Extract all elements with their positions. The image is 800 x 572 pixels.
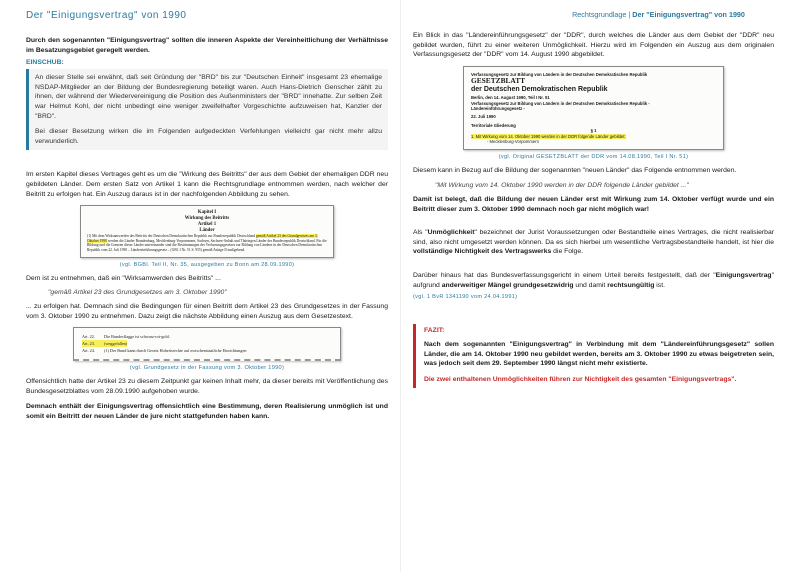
unmoeglichkeit-paragraph: Als "Unmöglichkeit" bezeichnet der Jurist Voraussetzungen oder Bestandteile eines Vertrages, die nicht realisierbar sind, also nicht umgesetzt werden können. Da es sich hierbei um wesentliche Vertragsbestandteile handelt, ist hier die vollständige Nichtigkeit des Vertragswerks die Folge. — [413, 229, 774, 256]
entnehmen-paragraph: Dem ist zu entnehmen, daß ein "Wirksamwerden des Beitritts" ... — [26, 274, 221, 282]
kapitel-paragraph: Im ersten Kapitel dieses Vertrages geht es um die "Wirkung des Beitritts" der aus dem Gebiet der ehemaligen DDR neu gebildeten Länder. Dem ersten Satz von Artikel 1 kann die Rechtsgrundlage entnommen werden, nach welcher der Beitritt zu erfolgen hat. Ein Auszug daraus ist in der nachfolgenden Abbildung zu sehen. — [26, 171, 388, 198]
doc1-highlight: gemäß Artikel 23 des Grundgesetzes am 3. Oktober 1990 — [87, 234, 318, 243]
offensichtlich-paragraph: Offensichtlich hatte der Artikel 23 zu diesem Zeitpunkt gar keinen Inhalt mehr, da dieser bereits mit Veröffentlichung des Bundesgesetzblattes vom 28.09.1990 aufgehoben wurde. — [26, 378, 388, 395]
caption-bverfg: (vgl. 1 BvR 1341190 vom 24.04.1991) — [413, 294, 518, 301]
bedingungen-paragraph: ... zu erfolgen hat. Demnach sind die Bedingungen für einen Beitritt dem Artikel 23 des Grundgesetzes in der Fassung vom 3. Oktober 1990 zu entnehmen. Dazu zeigt die nächste Abbildung einen Auszug aus dem Gesetzestext. — [26, 303, 388, 320]
doc1-chapter-title: Wirkung des Beitritts — [184, 216, 230, 222]
fazit-paragraph-1: Nach dem sogenannten "Einigungsvertrag" in Verbindung mit dem "Ländereinführungsgesetz" sollen Länder, die am 14. Oktober 1990 neu gebildet werden, bereits am 3. Oktober 1990 zu etwas beigetreten sein, was jedoch seit dem 29. September 1990 längst nicht mehr existierte. — [424, 341, 774, 368]
damit-paragraph: Damit ist belegt, daß die Bildung der neuen Länder erst mit Wirkung zum 14. Oktober verfügt wurde und ein Beitritt dieser zum 3. Oktober 1990 demnach noch gar nicht möglich war! — [413, 196, 774, 213]
grundgesetz-excerpt-image — [73, 327, 341, 361]
doc2-meta-2: Verfassungsgesetz zur Bildung von Ländern in der Deutschen Demokratischen Republik - — [471, 100, 650, 106]
einschub-paragraph-1: An dieser Stelle sei erwähnt, daß seit Gründung der "BRD" bis zur "Deutschen Einheit" insgesamt 23 ehemalige NSDAP-Mitglieder an der Bildung der Bundesregierung beteiligt waren. Auch Hans-Dietrich Genscher zählt zu ihnen, der während der Wiedervereinigung die Position des Außenministers der "BRD" innehatte. Zur selben Zeit war Helmut Kohl, der nicht unbedingt eine weniger zweifelhafter Vorgeschichte aufzuweisen hat, Kanzler der "BRD". — [35, 74, 382, 120]
caption-grundgesetz: (vgl. Grundgesetz in der Fassung vom 3. Oktober 1990) — [129, 365, 285, 372]
doc2-item: 1. Mit Wirkung vom 14. Oktober 1990 werden in der DDR folgende Länder gebildet: — [471, 133, 626, 139]
fazit-box — [413, 324, 774, 387]
doc2-territorial: Territoriale Gliederung — [471, 122, 516, 128]
gesetzblatt-excerpt-image — [463, 66, 724, 151]
running-header: Rechtsgrundlage | Der "Einigungsvertrag" von 1990 — [572, 10, 745, 19]
intro-paragraph: Durch den sogenannten "Einigungsvertrag" sollten die inneren Aspekte der Vereinheitlichung der Verhältnisse im Besatzungsgebiet geregelt werden. — [26, 37, 388, 54]
gg-row-23: Art. 23. (weggefallen) — [82, 341, 128, 347]
einigungsvertrag-excerpt-image — [80, 205, 334, 257]
fazit-paragraph-2: Die zwei enthaltenen Unmöglichkeiten führen zur Nichtigkeit des gesamten "Einigungsvertrags". — [424, 375, 737, 383]
doc2-ddr: der Deutschen Demokratischen Republik — [471, 86, 608, 94]
gg-row-22: Art. 22. Die Bundesflagge ist schwarz-rot-gold. — [82, 334, 170, 340]
demnach-paragraph: Demnach enthält der Einigungsvertrag offensichtlich eine Bestimmung, deren Realisierung unmöglich ist und somit ein Beitritt der neuen Länder de jure nicht stattgefunden haben kann. — [26, 403, 388, 421]
quote-14-oktober: "Mit Wirkung vom 14. Oktober 1990 werden in der DDR folgende Länder gebildet ..." — [435, 182, 689, 190]
doc1-article-title: Länder — [199, 228, 215, 234]
doc2-item-2: - Mecklenburg-Vorpommern — [487, 139, 539, 145]
doc1-chapter: Kapitel I — [197, 210, 217, 216]
darueber-paragraph: Darüber hinaus hat das Bundesverfassungsgericht in einem Urteil bereits festgestellt, daß der "Einigungsvertrag" aufgrund anderweitiger Mängel grundgesetzwidrig und damit rechtsungültig ist. — [413, 272, 774, 289]
caption-bgbl: (vgl. BGBl. Teil II, Nr. 35, ausgegeben zu Bonn am 28.09.1990) — [119, 261, 295, 268]
caption-gesetzblatt: (vgl. Original GESETZBLATT der DDR vom 14.08.1990, Teil I Nr. 51) — [498, 154, 689, 161]
doc2-date: 22. Juli 1990 — [471, 114, 496, 120]
doc2-meta-1: Berlin, den 14. August 1990, Teil I Nr. 51 — [471, 95, 550, 101]
einschub-label: EINSCHUB: — [26, 59, 64, 67]
einschub-box — [26, 69, 388, 150]
doc2-gesetzblatt: GESETZBLATT — [471, 76, 526, 86]
doc2-meta-3: Ländereinführungsgesetz - — [471, 106, 525, 111]
right-page — [400, 0, 800, 572]
diesem-paragraph: Diesem kann in Bezug auf die Bildung der sogenannten "neuen Länder" das Folgende entnommen werden. — [413, 167, 737, 175]
doc1-article: Artikel 1 — [197, 222, 217, 228]
doc1-body: (1) Mit dem Wirksamwerden des Beitritts der Deutschen Demokratischen Republik zur Bundesrepublik Deutschland gemäß Artikel 23 des Grundgesetzes am 3. Oktober 1990 werden die Länder Brandenburg, Mecklenburg-Vorpommern, Sachsen, Sachsen-Anhalt und Thüringen Länder der Bundesrepublik Deutschland. Für die Bildung und die Grenzen dieser Länder untereinander sind die Bestimmungen des Verfassungsgesetzes zur Bildung von Ländern in der Deutschen Demokratischen Republik vom 22. Juli 1990 – Ländereinführungsgesetz – (GBl. I Nr. 51 S. 955) gemäß Anlage II maßgebend. — [87, 234, 327, 252]
page-title: Der "Einigungsvertrag" von 1990 — [26, 10, 187, 21]
doc2-top: Verfassungsgesetz zur Bildung von Ländern in der Deutschen Demokratischen Republik — [471, 71, 648, 77]
doc2-paragraph-sign: § 1 — [590, 128, 597, 134]
gg-row-24: Art. 24. (1) Der Bund kann durch Gesetz Hoheitsrechte auf zwischenstaatliche Einrichtungen — [82, 348, 247, 354]
quote-artikel-23: "gemäß Artikel 23 des Grundgesetzes am 3. Oktober 1990" — [48, 289, 227, 297]
einschub-paragraph-2: Bei dieser Besetzung wirken die im Folgenden aufgedeckten Verfehlungen vielleicht gar nicht mehr allzu verwunderlich. — [35, 128, 382, 145]
blick-paragraph: Ein Blick in das "Ländereinführungsgesetz" der "DDR", durch welches die Länder aus dem Gebiet der "DDR" neu gebildet wurden, führt zu einer weiteren Unmöglichkeit. Hierzu wird im Folgenden ein Auszug aus dem originalen Verfassungsgesetz der "DDR" vom 14. August 1990 abgebildet. — [413, 32, 774, 59]
fazit-label: FAZIT: — [424, 327, 445, 335]
